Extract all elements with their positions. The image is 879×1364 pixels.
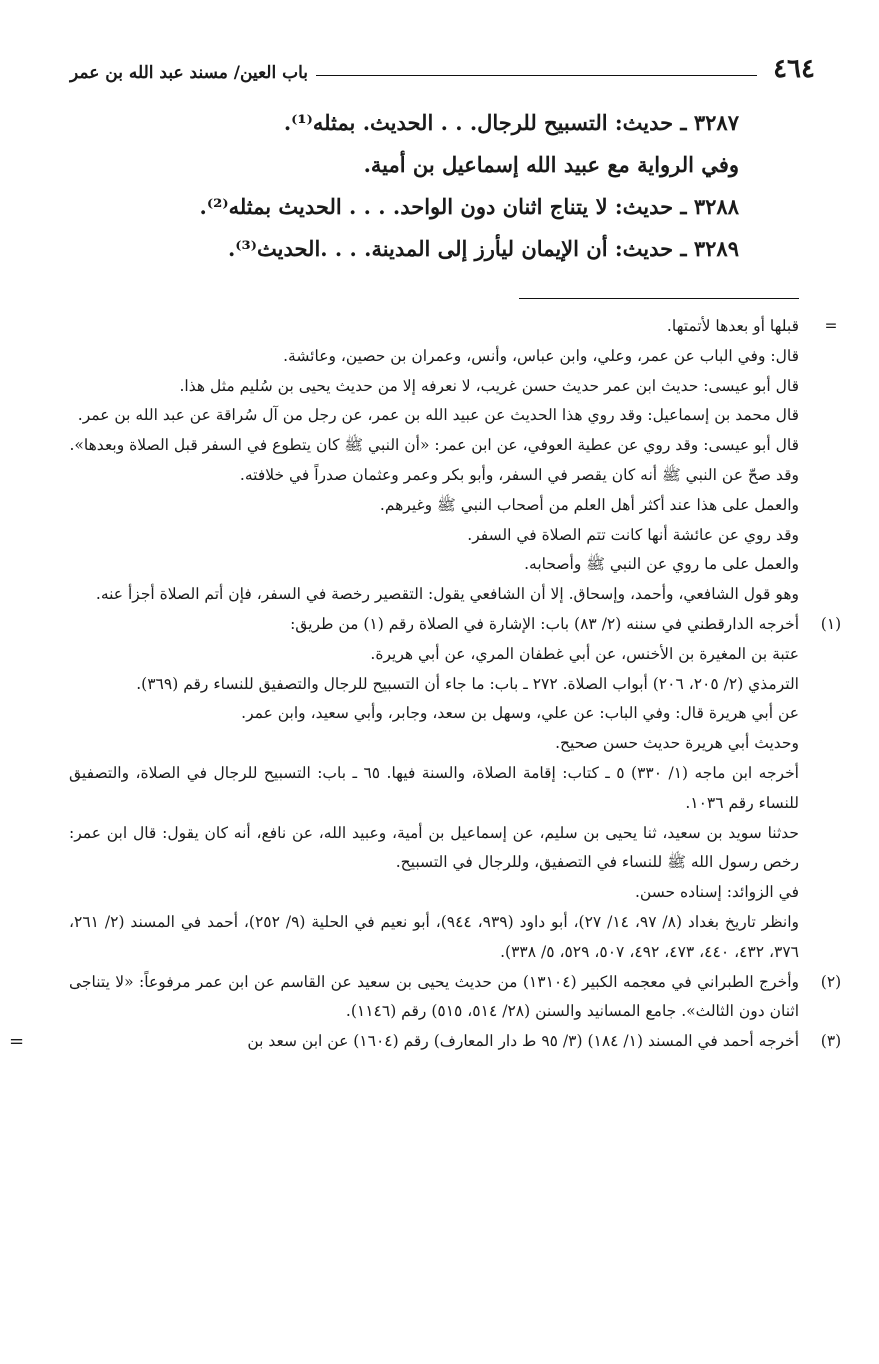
footnote-text: قال أبو عيسى: وقد روي عن عطية العوفي، عن ابن عمر: «أن النبي ﷺ كان يتطوع في السفر قبل الصلاة وبعدها».: [69, 436, 799, 455]
footnote-separator: [519, 298, 799, 299]
hadith-line: ٣٢٨٩ ـ حديث: أن الإيمان ليأرز إلى المدينة. . . .الحديث⁽³⁾.: [227, 236, 739, 261]
hadith-line: ٣٢٨٧ ـ حديث: التسبيح للرجال. . . الحديث. بمثله⁽¹⁾.: [283, 110, 739, 135]
footnote-text: الترمذي (٢/ ٢٠٥، ٢٠٦) أبواب الصلاة. ٢٧٢ ـ باب: ما جاء أن التسبيح للرجال والتصفيق للنساء رقم (٣٦٩).: [136, 674, 799, 693]
footnote-text: أخرجه الدارقطني في سننه (٢/ ٨٣) باب: الإشارة في الصلاة رقم (١) من طريق:: [290, 614, 799, 633]
footnote-text: والعمل على ما روي عن النبي ﷺ وأصحابه.: [524, 555, 799, 574]
footnote-paragraph: [69, 312, 838, 342]
footnote-text: عتبة بن المغيرة بن الأخنس، عن أبي غطفان المري، عن أبي هريرة.: [370, 644, 799, 663]
footnote-text: وقد روي عن عائشة أنها كانت تتم الصلاة في السفر.: [467, 525, 799, 544]
footnote-paragraph: [69, 819, 799, 879]
footnote-text: والعمل على هذا عند أكثر أهل العلم من أصحاب النبي ﷺ وغيرهم.: [379, 495, 799, 514]
footnote-text: أخرجه ابن ماجه (١/ ٣٣٠) ٥ ـ كتاب: إقامة الصلاة، والسنة فيها. ٦٥ ـ باب: التسبيح للرجال في الصلاة، والتصفيق للنساء رقم ١٠٣٦.: [69, 763, 799, 812]
footnote-paragraph: [69, 372, 799, 402]
footnote-text: وهو قول الشافعي، وأحمد، وإسحاق. إلا أن الشافعي يقول: التقصير رخصة في السفر، فإن أتم الصلاة أجزأ عنه.: [95, 585, 799, 604]
footnote-marker: =: [824, 317, 838, 335]
footnote-text: قال: وفي الباب عن عمر، وعلي، وابن عباس، وأنس، وعمران بن حصين، وعائشة.: [283, 346, 799, 365]
footnote-text: قبلها أو بعدها لأتمتها.: [666, 317, 799, 335]
running-title: باب العين/ مسند عبد الله بن عمر: [70, 63, 308, 83]
footnote-marker: (٢): [820, 972, 842, 991]
footnote-text: أخرجه أحمد في المسند (١/ ١٨٤) (٣/ ٩٥ ط دار المعارف) رقم (١٦٠٤) عن ابن سعد بن: [247, 1032, 799, 1051]
footnote-paragraph: [69, 550, 799, 580]
page-header: [70, 40, 815, 82]
continuation-marker: =: [9, 1031, 25, 1053]
footnote-paragraph: [69, 580, 799, 610]
footnote-paragraph: [69, 342, 799, 372]
footnote-paragraph: [69, 461, 799, 491]
hadith-line: وفي الرواية مع عبيد الله إسماعيل بن أمية.: [363, 152, 739, 177]
footnote-paragraph: [69, 521, 799, 551]
footnote-marker: (١): [820, 614, 842, 633]
footnote-paragraph: [69, 878, 799, 908]
footnote-paragraph: [69, 640, 799, 670]
footnote-paragraph: [69, 968, 842, 1028]
footnote-paragraph: [69, 729, 799, 759]
main-text: [99, 102, 739, 270]
footnote-paragraph: [69, 491, 799, 521]
footnote-text: وأخرج الطبراني في معجمه الكبير (١٣١٠٤) من حديث يحيى بن سعيد عن القاسم عن ابن عمر مرفوعاً: «لا يتناجى اثنان دون الثالث». جامع المسانيد والسنن (٢٨/ ٥١٤، ٥١٥) رقم (١١٤٦).: [69, 972, 799, 1021]
footnotes: [9, 312, 842, 1057]
footnote-marker: (٣): [820, 1032, 842, 1051]
hadith-line: ٣٢٨٨ ـ حديث: لا يتناج اثنان دون الواحد. . . . الحديث بمثله⁽²⁾.: [199, 194, 739, 219]
footnote-text: قال أبو عيسى: حديث ابن عمر حديث حسن غريب، لا نعرفه إلا من حديث يحيى بن سُليم مثل هذا.: [179, 376, 799, 395]
footnote-paragraph: [69, 670, 799, 700]
header-rule: [316, 75, 757, 76]
footnote-text: حدثنا سويد بن سعيد، ثنا يحيى بن سليم، عن إسماعيل بن أمية، وعبيد الله، عن نافع، أنه كان يقول: قال ابن عمر: رخص رسول الله ﷺ للنساء في التصفيق، وللرجال في التسبيح.: [69, 823, 799, 872]
footnote-text: عن أبي هريرة قال: وفي الباب: عن علي، وسهل بن سعد، وجابر، وأبي سعيد، وابن عمر.: [241, 704, 799, 723]
footnote-paragraph: [69, 610, 842, 640]
footnote-text: قال محمد بن إسماعيل: وقد روي هذا الحديث عن عبيد الله بن عمر، عن رجل من آل سُراقة عن عبد الله بن عمر.: [77, 406, 799, 425]
footnote-paragraph: [69, 401, 799, 431]
footnote-text: وحديث أبي هريرة حديث حسن صحيح.: [555, 734, 799, 753]
footnote-text: في الزوائد: إسناده حسن.: [634, 883, 799, 902]
footnote-paragraph: [69, 699, 799, 729]
page-number: ٤٦٤: [773, 54, 815, 84]
footnote-paragraph: [9, 1027, 842, 1057]
footnote-paragraph: [69, 908, 799, 968]
footnote-paragraph: [69, 431, 799, 461]
footnote-text: وانظر تاريخ بغداد (٨/ ٩٧، ١٤/ ٢٧)، أبو داود (٩٣٩، ٩٤٤)، أبو نعيم في الحلية (٩/ ٢٥٢)، أحمد في المسند (٢/ ٢٦١، ٣٧٦، ٤٣٢، ٤٤٠، ٤٧٣، ٤٩٢، ٥٠٧، ٥٢٩، ٥/ ٣٣٨).: [69, 912, 800, 961]
footnote-text: وقد صحّ عن النبي ﷺ أنه كان يقصر في السفر، وأبو بكر وعمر وعثمان صدراً في خلافته.: [239, 465, 799, 484]
footnote-paragraph: [69, 759, 799, 819]
